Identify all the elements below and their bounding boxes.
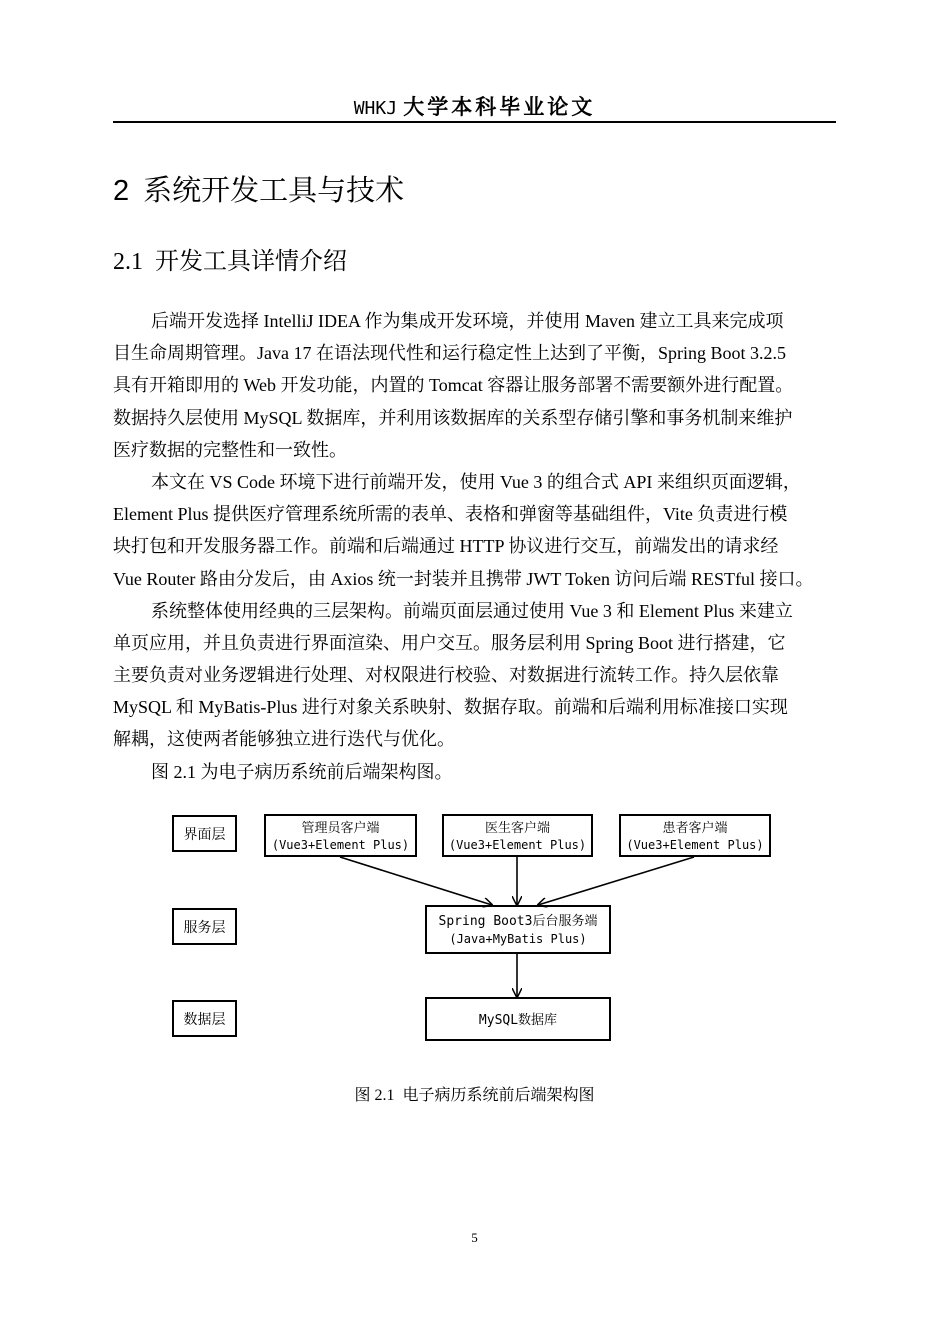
section-number: 2.1 <box>113 249 143 275</box>
figure-caption <box>113 1084 836 1108</box>
chapter-number: 2 <box>113 175 130 207</box>
patient-client-title: 患者客户端 <box>662 821 728 836</box>
doctor-client-sub: (Vue3+Element Plus) <box>448 838 587 852</box>
text-line: 单页应用，并且负责进行界面渲染、用户交互。服务层利用 Spring Boot 进行搭建，它 <box>113 632 786 653</box>
figure-title: 电子病历系统前后端架构图 <box>402 1087 595 1104</box>
service-sub: (Java+MyBatis Plus) <box>449 932 587 946</box>
arrow-patient-to-service <box>538 857 694 905</box>
text-line: Element Plus 提供医疗管理系统所需的表单、表格和弹窗等基础组件，Vite 负责进行模 <box>113 504 788 525</box>
text-line: 块打包和开发服务器工作。前端和后端通过 HTTP 协议进行交互，前端发出的请求经 <box>113 536 779 557</box>
text-line: 后端开发选择 IntelliJ IDEA 作为集成开发环境，并使用 Maven 建立工具来完成项 <box>151 311 784 331</box>
layer-data <box>173 1001 236 1036</box>
admin-client-sub: (Vue3+Element Plus) <box>271 838 410 852</box>
text-line: 主要负责对业务逻辑进行处理、对权限进行校验、对数据进行流转工作。持久层依靠 <box>113 665 779 686</box>
patient-client-sub: (Vue3+Element Plus) <box>626 838 764 852</box>
text-line: 医疗数据的完整性和一致性。 <box>113 439 347 460</box>
database-title: MySQL数据库 <box>478 1013 558 1028</box>
layer-data-label: 数据层 <box>183 1012 226 1028</box>
header-latin: WHKJ <box>353 98 398 119</box>
chapter-title: 系统开发工具与技术 <box>143 173 405 207</box>
layer-service <box>173 909 236 944</box>
text-line: 数据持久层使用 MySQL 数据库，并利用该数据库的关系型存储引擎和事务机制来维护 <box>113 407 793 428</box>
section-title: 开发工具详情介绍 <box>155 247 347 275</box>
admin-client-title: 管理员客户端 <box>301 821 380 836</box>
layer-ui <box>173 816 236 851</box>
doctor-client-title: 医生客户端 <box>484 821 551 836</box>
service-title: Spring Boot3后台服务端 <box>438 914 598 929</box>
page-number: 5 <box>471 1230 478 1245</box>
doctor-client-box <box>443 815 592 856</box>
layer-ui-label: 界面层 <box>183 827 226 843</box>
text-line: 目生命周期管理。Java 17 在语法现代性和运行稳定性上达到了平衡，Spring Boot 3.2.5 <box>113 343 786 364</box>
text-line: 本文在 VS Code 环境下进行前端开发，使用 Vue 3 的组合式 API 来组织页面逻辑， <box>151 471 801 492</box>
arrow-admin-to-service <box>340 857 492 905</box>
text-line: Vue Router 路由分发后，由 Axios 统一封装并且携带 JWT Token 访问后端 RESTful 接口。 <box>113 568 814 589</box>
service-box <box>426 906 610 953</box>
admin-client-box <box>265 815 416 856</box>
text-line: 解耦，这使两者能够独立进行迭代与优化。 <box>113 729 455 750</box>
layer-service-label: 服务层 <box>183 920 226 936</box>
database-box <box>426 998 610 1040</box>
header-title: 大学本科毕业论文 <box>403 95 596 119</box>
text-line: 具有开箱即用的 Web 开发功能，内置的 Tomcat 容器让服务部署不需要额外进行配置。 <box>113 375 794 396</box>
patient-client-box <box>620 815 770 856</box>
text-line: MySQL 和 MyBatis-Plus 进行对象关系映射、数据存取。前端和后端利用标准接口实现 <box>113 697 788 718</box>
text-line: 系统整体使用经典的三层架构。前端页面层通过使用 Vue 3 和 Element Plus 来建立 <box>151 600 793 621</box>
text-line: 图 2.1 为电子病历系统前后端架构图。 <box>151 761 453 782</box>
figure-number: 图 2.1 <box>354 1087 395 1104</box>
